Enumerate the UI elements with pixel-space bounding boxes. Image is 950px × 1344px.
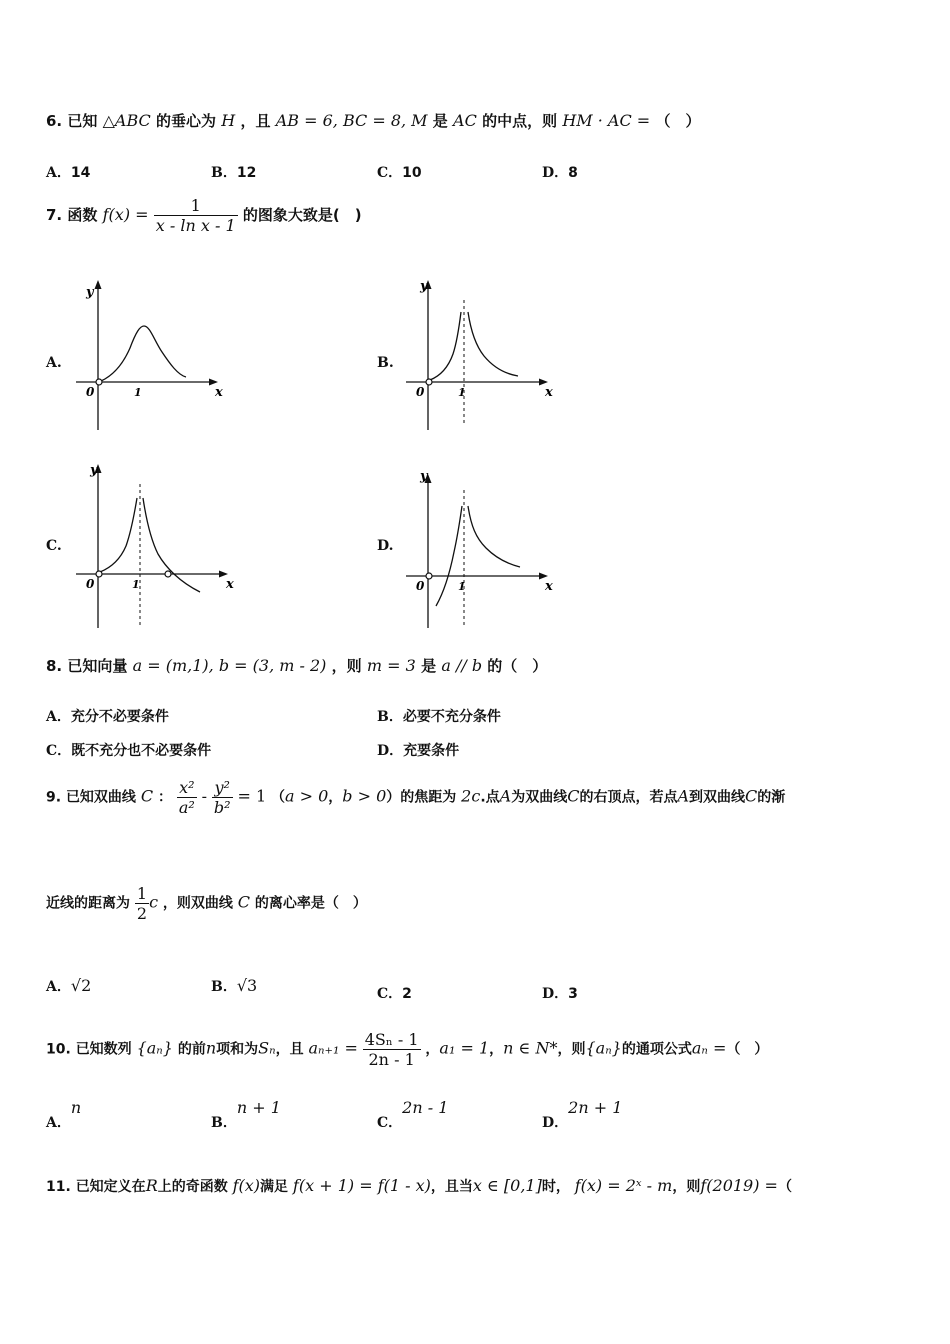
question-8	[46, 655, 547, 676]
tick-label: 1	[132, 578, 140, 591]
y-label: y	[420, 279, 428, 294]
q9-math: C	[237, 892, 251, 912]
q6-math: AB = 6, BC = 8, M	[275, 111, 428, 130]
q11-text: 满足	[260, 1179, 289, 1195]
question-6	[46, 110, 700, 131]
origin-label: 0	[86, 577, 95, 591]
q8-option-b[interactable]: B．必要不充分条件	[377, 709, 501, 725]
x-label: x	[545, 579, 553, 594]
q11-math: f(2019) =	[700, 1176, 778, 1195]
q9-math: = 1	[237, 786, 267, 806]
q6-text: ，且	[240, 112, 271, 130]
question-11	[46, 1176, 792, 1196]
q9-math: 2c	[461, 786, 481, 806]
q9-math: c	[149, 892, 159, 912]
q6-math: H	[221, 111, 236, 130]
graph-c-label[interactable]: C.	[46, 538, 62, 554]
question-7	[46, 196, 362, 235]
origin-label: 0	[416, 385, 425, 399]
q6-text: 是	[432, 112, 448, 130]
q6-math: AC	[453, 111, 477, 130]
q8-text: 是	[421, 657, 437, 675]
q9-text: 为双曲线	[511, 789, 568, 806]
q9-text: .点	[480, 789, 500, 806]
y-label: y	[86, 285, 94, 300]
y-label: y	[420, 469, 428, 484]
q11-math: f(x)	[232, 1176, 261, 1195]
q6-text: 已知	[67, 112, 98, 130]
q10-math: aₙ₊₁ =	[308, 1038, 358, 1058]
q9-text: ，则双曲线	[162, 895, 233, 912]
origin-label: 0	[86, 385, 95, 399]
q11-math: f(x) = 2ˣ - m	[574, 1176, 673, 1195]
q10-text: 的前	[177, 1041, 206, 1058]
q9-option-d[interactable]: D．3	[542, 986, 578, 1002]
q11-number: 11.	[46, 1179, 71, 1195]
q8-number: 8.	[46, 657, 63, 675]
q9-math: C	[567, 786, 580, 806]
x-label: x	[545, 385, 553, 400]
y-label: y	[90, 463, 98, 478]
question-9-line-2	[46, 884, 367, 923]
q11-math: R	[145, 1176, 158, 1195]
q9-option-a[interactable]: A．√2	[46, 976, 92, 995]
q9-text: 的渐	[757, 789, 786, 806]
q9-math: A	[677, 786, 690, 806]
graph-d-label[interactable]: D.	[377, 538, 394, 554]
q11-text: ，则	[672, 1179, 701, 1195]
q10-text: ，	[425, 1041, 440, 1058]
q7-number: 7.	[46, 206, 63, 224]
q9-text: 的离心率是（ ）	[254, 895, 367, 912]
q7-math: f(x) =	[102, 205, 149, 224]
origin-label: 0	[416, 579, 425, 593]
q9-text: ）的焦距为	[386, 789, 457, 806]
q11-text: 时，	[541, 1179, 570, 1195]
q10-math: {aₙ}	[136, 1038, 173, 1058]
x-label: x	[226, 577, 234, 592]
q8-math: a = (m,1), b = (3, m - 2)	[132, 656, 327, 675]
q8-math: a // b	[441, 656, 483, 675]
tick-label: 1	[458, 580, 466, 593]
q10-option-b[interactable]: B．n + 1	[211, 1098, 281, 1131]
q10-math: n	[205, 1038, 217, 1058]
q11-text: （	[777, 1179, 792, 1195]
q9-fraction-x: $\frac{\text{x²}}{\text{a²}}$	[178, 778, 195, 817]
q10-text: ，	[489, 1041, 504, 1058]
q10-math: a₁ = 1	[439, 1038, 490, 1058]
q6-text: 的中点，则	[482, 112, 558, 130]
q9-fraction-y: $\frac{\text{y²}}{\text{b²}}$	[213, 778, 231, 817]
q10-text: 项和为	[216, 1041, 259, 1058]
x-label: x	[215, 385, 223, 400]
q10-math: aₙ =	[691, 1038, 727, 1058]
q9-math: b > 0	[342, 786, 387, 806]
graph-a[interactable]	[70, 272, 230, 434]
q8-option-c[interactable]: C．既不充分也不必要条件	[46, 743, 212, 759]
graph-b-label[interactable]: B.	[377, 355, 394, 371]
q6-option-c[interactable]: C．10	[377, 165, 422, 181]
q10-option-c[interactable]: C．2n - 1	[377, 1098, 449, 1131]
q7-text: 的图象大致是( )	[242, 206, 362, 224]
graph-a-label[interactable]: A.	[46, 355, 62, 371]
graph-b[interactable]	[400, 272, 560, 434]
graph-c[interactable]	[70, 456, 240, 632]
q9-text: 近线的距离为	[46, 895, 130, 912]
q11-math: f(x + 1) = f(1 - x)	[292, 1176, 431, 1195]
q9-number: 9.	[46, 789, 62, 806]
q9-text: ，	[328, 789, 343, 806]
q10-option-a[interactable]: A．n	[46, 1098, 82, 1131]
q10-text: 的通项公式	[621, 1041, 692, 1058]
graph-d[interactable]	[400, 466, 560, 632]
question-10	[46, 1030, 768, 1069]
q7-text: 函数	[67, 206, 98, 224]
q6-text: 的垂心为	[156, 112, 217, 130]
q10-fraction: $\frac{\text{4Sₙ - 1}}{2n - 1}$	[364, 1030, 419, 1069]
q9-math: a > 0	[285, 786, 329, 806]
q11-text: 上的奇函数	[157, 1179, 228, 1195]
q9-math: C	[140, 786, 154, 806]
q10-text: （ ）	[726, 1041, 769, 1058]
q10-number: 10.	[46, 1041, 71, 1058]
q8-math: m = 3	[366, 656, 416, 675]
q11-text: 已知定义在	[75, 1179, 146, 1195]
q10-text: 已知数列	[75, 1041, 132, 1058]
q6-text: （ ）	[655, 112, 701, 130]
q10-math: Sₙ	[258, 1038, 276, 1058]
q6-option-d[interactable]: D．8	[542, 165, 578, 181]
q9-math: A	[499, 786, 512, 806]
tick-label: 1	[458, 386, 466, 399]
q9-option-c[interactable]: C．2	[377, 986, 412, 1002]
q8-option-a[interactable]: A．充分不必要条件	[46, 709, 169, 725]
q8-text: 已知向量	[67, 657, 128, 675]
q8-text: ，则	[331, 657, 362, 675]
q6-number: 6.	[46, 112, 63, 130]
q9-option-b[interactable]: B．√3	[211, 976, 258, 995]
q9-half-fraction: $\frac{1}{2}$	[136, 884, 148, 923]
q6-option-b[interactable]: B．12	[211, 165, 257, 181]
q6-option-a[interactable]: A．14	[46, 165, 91, 181]
q9-math: C	[745, 786, 758, 806]
q10-text: ，则	[557, 1041, 586, 1058]
q10-math: n ∈ N*	[503, 1038, 558, 1058]
q11-text: ，且当	[430, 1179, 473, 1195]
q9-text: （	[271, 789, 285, 806]
q11-math: x ∈ [0,1]	[472, 1176, 542, 1195]
tick-label: 1	[134, 386, 142, 399]
q9-text: 已知双曲线	[65, 789, 136, 806]
q9-text: 的右顶点，若点	[579, 789, 678, 806]
q9-text: 到双曲线	[689, 789, 746, 806]
q7-fraction: $\frac{1}{\text{x - ln x - 1}}$	[155, 196, 236, 235]
q10-math: {aₙ}	[585, 1038, 622, 1058]
q8-option-d[interactable]: D．充要条件	[377, 743, 460, 759]
q9-math: -	[201, 786, 208, 806]
q6-math: △ABC	[102, 111, 151, 130]
question-9	[46, 778, 785, 817]
q10-text: ，且	[275, 1041, 304, 1058]
q6-math: HM · AC =	[562, 111, 651, 130]
q10-option-d[interactable]: D．2n + 1	[542, 1098, 623, 1131]
q9-text: ：	[157, 789, 172, 806]
q8-text: 的（ ）	[487, 657, 548, 675]
